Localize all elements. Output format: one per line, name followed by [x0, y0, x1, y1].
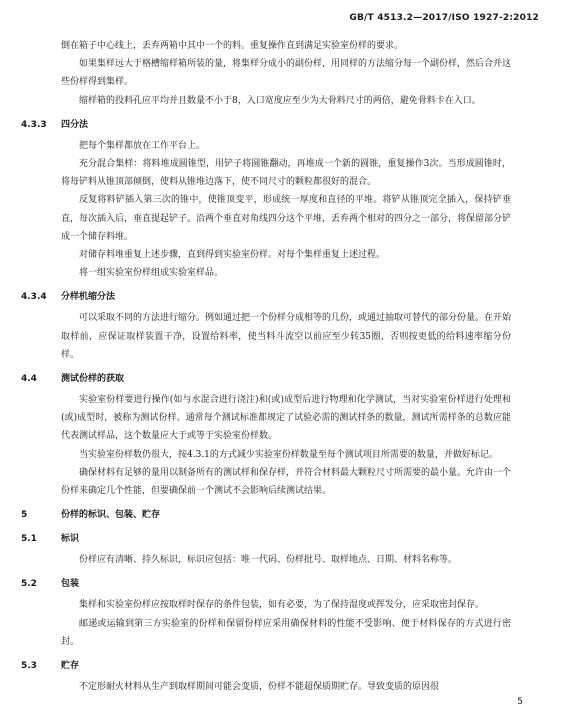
- section-heading: [21, 116, 511, 134]
- paragraph: 份样应有清晰、持久标识，标识应包括：唯一代码、份样批号、取样地点、日期、材料名称等。: [79, 555, 458, 566]
- section-number: 5.2: [21, 579, 37, 590]
- paragraph: 实验室份样要进行操作(如与水混合进行浇注)和(或)成型后进行物理和化学测试，当对实验室份样进行处理和(或)成型时，被称为测试份样。通常每个测试标准都规定了试验必需的测试样条的数量，测试所需样条的总数应能代表测试样品，这个数量应大于或等于实验室份样数。: [61, 395, 511, 442]
- section-number: 5.3: [21, 661, 37, 672]
- paragraph: 倒在箱子中心线上，丢弃两箱中其中一个的料。重复操作直到满足实验室份样的要求。: [61, 41, 404, 51]
- paragraph: 缩样箱的投料孔应平均并且数量不小于8，入口宽度应至少为大骨料尺寸的两倍，避免骨料卡在入口。: [79, 95, 481, 106]
- section-title: 分样机缩分法: [61, 292, 116, 303]
- paragraph: 不定形耐火材料从生产到取样期间可能会变质，份样不能超保质期贮存。导致变质的原因很: [79, 682, 440, 693]
- paragraph: 反复将料铲插入第三次的锥中，使锥顶变平，形成统一厚度和直径的平堆。将铲从锥顶完全插入，保持铲垂直，每次插入后，垂直提起铲子。沿两个垂直对角线四分这个平堆，丢弃两个相对的四分之一部分，将保留部分铲成一个储存料堆。: [61, 195, 512, 242]
- section-title: 份样的标识、包装、贮存: [61, 510, 161, 521]
- section-number: 5: [21, 510, 28, 521]
- paragraph: 集样和实验室份样应按取样时保存的条件包装，如有必要，为了保持湿度或挥发分，应采取密封保存。: [79, 600, 485, 611]
- section-heading: [21, 575, 511, 593]
- paragraph: 当实验室份样数仍很大，按4.3.1的方式减少实验室份样数量至每个测试项目所需要的数量，并做好标记。: [79, 449, 498, 460]
- paragraph: 对储存料堆重复上述步骤，直到得到实验室份样。对每个集样重复上述过程。: [79, 250, 386, 261]
- section-title: 标识: [61, 534, 80, 545]
- paragraph: 邮递或运输到第三方实验室的份样和保留份样应采用确保材料的性能不受影响、便于材料保存的方式进行密封。: [61, 618, 511, 647]
- page-number: 5: [517, 697, 523, 707]
- section-heading: [21, 530, 511, 548]
- standard-header: GB/T 4513.2—2017/ISO 1927-2:2012: [349, 13, 539, 23]
- paragraph: 如果集样远大于格槽缩样箱所装的量，将集样分成小的副份样，用同样的方法缩分每一个副份样，然后合并这些份样得到集样。: [61, 59, 512, 88]
- paragraph: 将一组实验室份样组成实验室样品。: [79, 268, 224, 279]
- paragraph: 把每个集样都放在工作平台上。: [79, 140, 206, 151]
- document-body: [21, 37, 512, 696]
- section-heading: [21, 370, 511, 388]
- section-title: 贮存: [61, 661, 80, 672]
- section-heading: [21, 288, 511, 306]
- section-number: 4.4: [21, 374, 37, 385]
- section-number: 4.3.4: [21, 292, 47, 303]
- paragraph: 确保材料有足够的量用以制备所有的测试样和保存样，并符合材料最大颗粒尺寸所需要的最小量。允许由一个份样来确定几个性能，但要确保前一个测试不会影响后续测试结果。: [61, 467, 512, 497]
- section-heading: [21, 506, 511, 524]
- paragraph: 充分混合集样：将料堆成圆锥型，用铲子将圆锥翻动，再堆成一个新的圆锥，重复操作3次。当形成圆锥时，将每铲料从锥顶部倾倒，使料从锥堆边落下，使不同尺寸的颗粒都很好的混合。: [61, 159, 511, 188]
- section-title: 四分法: [61, 119, 89, 130]
- section-number: 4.3.3: [21, 119, 47, 130]
- section-title: 测试份样的获取: [61, 374, 125, 385]
- section-title: 包装: [61, 579, 80, 590]
- section-number: 5.1: [21, 534, 37, 545]
- paragraph: 可以采取不同的方法进行缩分。例如通过把一个份样分成相等的几份，或通过抽取可替代的部分份量。在开始取样前，应保证取样装置干净，设置给料率，使当料斗流空以前应至少转35圈，否则按更低的给料速率缩分份样。: [61, 313, 512, 360]
- section-heading: [21, 657, 511, 675]
